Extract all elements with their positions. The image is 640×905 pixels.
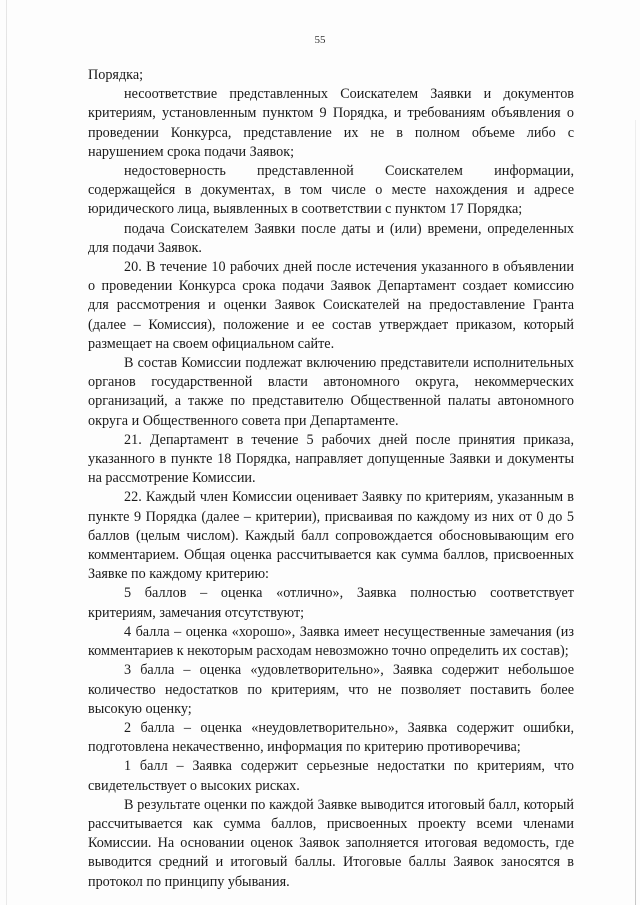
paragraph-commission-composition: В состав Комиссии подлежат включению представители исполнительных органов государственной власти автономного округа, некоммерческих организаций, а также по представителю Общественной палаты автономного округа и Общественного совета при Департаменте. — [88, 355, 574, 429]
paragraph-score-1: 1 балл – Заявка содержит серьезные недостатки по критериям, что свидетельствует о высоких рисках. — [88, 758, 574, 794]
paragraph-clause-22: 22. Каждый член Комиссии оценивает Заявку по критериям, указанным в пункте 9 Порядка (далее – критерии), присваивая по каждому из них от 0 до 5 баллов (целым числом). Каждый балл сопровождается обосновывающим его комментарием. Общая оценка рассчитывается как сумма баллов, присвоенных Заявке по каждому критерию: — [88, 489, 574, 583]
page-edge-right — [635, 120, 636, 905]
paragraph-final-score: В результате оценки по каждой Заявке выводится итоговый балл, который рассчитывается как сумма баллов, присвоенных проекту всеми членами Комиссии. На основании оценок Заявок заполняется итоговая ведомость, где выводится средний и итоговый баллы. Итоговые баллы Заявок заносятся в протокол по принципу убывания. — [88, 796, 574, 890]
paragraph-score-3: 3 балла – оценка «удовлетворительно», Заявка содержит небольшое количество недостатков по критериям, что не позволяет поставить более высокую оценку; — [88, 662, 574, 717]
paragraph-late-submission: подача Соискателем Заявки после даты и (или) времени, определенных для подачи Заявок. — [88, 220, 574, 256]
paragraph-noncompliance: несоответствие представленных Соискателем Заявки и документов критериям, установленным пунктом 9 Порядка, и требованиям объявления о проведении Конкурса, представление их не в полном объеме либо с нарушением срока подачи Заявок; — [88, 86, 574, 160]
paragraph-inaccuracy: недостоверность представленной Соискателем информации, содержащейся в документах, в том числе о месте нахождения и адресе юридического лица, выявленных в соответствии с пунктом 17 Порядка; — [88, 163, 574, 218]
paragraph-score-5: 5 баллов – оценка «отлично», Заявка полностью соответствует критериям, замечания отсутствуют; — [88, 585, 574, 621]
paragraph-clause-20: 20. В течение 10 рабочих дней после истечения указанного в объявлении о проведении Конкурса срока подачи Заявок Департамент создает комиссию для рассмотрения и оценки Заявок Соискателей на предоставление Гранта (далее – Комиссия), положение и ее состав утверждает приказом, который размещает на своем официальном сайте. — [88, 259, 574, 352]
paragraph-score-2: 2 балла – оценка «неудовлетворительно», Заявка содержит ошибки, подготовлена некачественно, информация по критерию противоречива; — [88, 719, 574, 756]
paragraph-clause-21: 21. Департамент в течение 5 рабочих дней после принятия приказа, указанного в пункте 18 Порядка, направляет допущенные Заявки и документы на рассмотрение Комиссии. — [88, 431, 574, 487]
page-number: 55 — [314, 34, 326, 46]
paragraph-score-4: 4 балла – оценка «хорошо», Заявка имеет несущественные замечания (из комментариев к некоторым расходам невозможно точно определить их состав); — [88, 623, 574, 660]
page-edge-left — [6, 0, 7, 905]
paragraph-continuation: Порядка; — [88, 67, 144, 83]
document-body — [88, 66, 574, 892]
